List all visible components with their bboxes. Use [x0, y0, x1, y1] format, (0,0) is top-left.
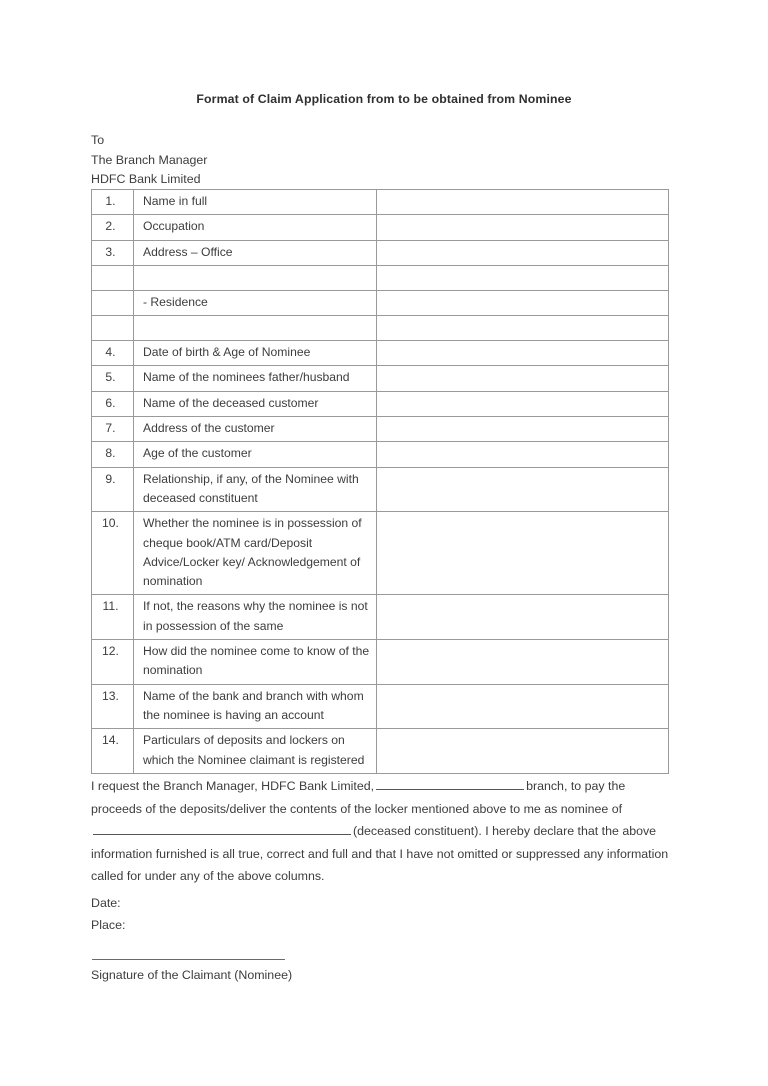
row-label: Name of the nominees father/husband — [134, 366, 377, 391]
table-row — [92, 442, 669, 467]
row-value[interactable] — [377, 290, 669, 315]
table-body — [92, 190, 669, 774]
row-label: Relationship, if any, of the Nominee with deceased constituent — [134, 467, 377, 512]
row-label: Date of birth & Age of Nominee — [134, 341, 377, 366]
row-label: Whether the nominee is in possession of cheque book/ATM card/Deposit Advice/Locker key/ Acknowledgement of nomination — [134, 512, 377, 595]
addressee-block — [91, 131, 207, 190]
table-row — [92, 290, 669, 315]
table-row — [92, 729, 669, 774]
deceased-constituent-fill-line[interactable] — [93, 823, 351, 835]
row-label: Name of the deceased customer — [134, 391, 377, 416]
row-number: 12. — [92, 640, 134, 685]
row-label: Age of the customer — [134, 442, 377, 467]
row-number: 3. — [92, 240, 134, 265]
row-label: Name of the bank and branch with whom the nominee is having an account — [134, 684, 377, 729]
table-row — [92, 417, 669, 442]
row-number: 7. — [92, 417, 134, 442]
signature-caption: Signature of the Claimant (Nominee) — [91, 968, 293, 982]
statement-part-3: (deceased constituent). I hereby declare that the above information furnished is all true, correct and full and that I have not omitted or suppressed any information called for under any of the above columns. — [91, 824, 669, 884]
row-number — [92, 265, 134, 290]
place-label: Place: — [91, 918, 126, 932]
row-value[interactable] — [377, 341, 669, 366]
row-number: 11. — [92, 595, 134, 640]
row-number: 1. — [92, 190, 134, 215]
addressee-recipient: The Branch Manager — [91, 152, 208, 167]
row-label — [134, 316, 377, 341]
row-number: 14. — [92, 729, 134, 774]
row-number: 9. — [92, 467, 134, 512]
row-number: 4. — [92, 341, 134, 366]
row-value[interactable] — [377, 442, 669, 467]
row-number: 6. — [92, 391, 134, 416]
row-value[interactable] — [377, 240, 669, 265]
branch-fill-line[interactable] — [376, 778, 524, 790]
row-value[interactable] — [377, 190, 669, 215]
row-value[interactable] — [377, 595, 669, 640]
row-number: 13. — [92, 684, 134, 729]
row-value[interactable] — [377, 684, 669, 729]
row-value[interactable] — [377, 265, 669, 290]
table-row — [92, 190, 669, 215]
row-label: Address of the customer — [134, 417, 377, 442]
row-value[interactable] — [377, 512, 669, 595]
row-label: How did the nominee come to know of the nomination — [134, 640, 377, 685]
row-label: Name in full — [134, 190, 377, 215]
row-number: 2. — [92, 215, 134, 240]
signature-line[interactable] — [92, 959, 285, 960]
addressee-to: To — [91, 133, 105, 147]
date-label: Date: — [91, 896, 121, 910]
row-number: 5. — [92, 366, 134, 391]
row-value[interactable] — [377, 417, 669, 442]
table-row-blank — [92, 265, 669, 290]
row-label: Occupation — [134, 215, 377, 240]
table-row — [92, 512, 669, 595]
declaration-statement — [91, 775, 679, 888]
row-value[interactable] — [377, 467, 669, 512]
row-label: Address – Office — [134, 240, 377, 265]
addressee-organization: HDFC Bank Limited — [91, 172, 201, 186]
table-row — [92, 595, 669, 640]
footer-fields — [91, 892, 125, 936]
table-row — [92, 391, 669, 416]
row-value[interactable] — [377, 391, 669, 416]
claim-form-table — [91, 189, 669, 774]
row-number: 10. — [92, 512, 134, 595]
table-row — [92, 240, 669, 265]
row-value[interactable] — [377, 366, 669, 391]
row-number — [92, 290, 134, 315]
row-label — [134, 265, 377, 290]
row-value[interactable] — [377, 215, 669, 240]
row-label: Particulars of deposits and lockers on which the Nominee claimant is registered — [134, 729, 377, 774]
page-title: Format of Claim Application from to be obtained from Nominee — [196, 92, 572, 106]
table-row-blank — [92, 316, 669, 341]
row-label: - Residence — [134, 290, 377, 315]
row-value[interactable] — [377, 316, 669, 341]
statement-part-1: I request the Branch Manager, HDFC Bank Limited, — [91, 779, 375, 793]
table-row — [92, 366, 669, 391]
table-row — [92, 215, 669, 240]
row-number: 8. — [92, 442, 134, 467]
table-row — [92, 684, 669, 729]
statement-part-2: branch, to pay the proceeds of the deposits/deliver the contents of the locker mentioned above to me as nominee of — [91, 779, 626, 816]
table-row — [92, 467, 669, 512]
row-number — [92, 316, 134, 341]
row-value[interactable] — [377, 729, 669, 774]
table-row — [92, 640, 669, 685]
row-value[interactable] — [377, 640, 669, 685]
row-label: If not, the reasons why the nominee is not in possession of the same — [134, 595, 377, 640]
table-row — [92, 341, 669, 366]
